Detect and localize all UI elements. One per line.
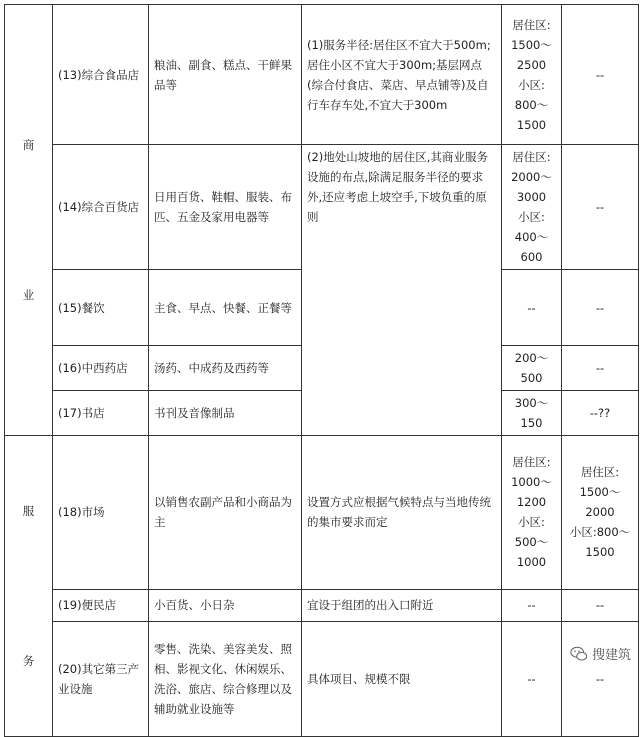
category-char: 商 (22, 138, 35, 152)
population-range: 300～150 (502, 391, 562, 436)
facility-name: (19)便民店 (53, 589, 149, 621)
facility-content: 以销售农副产品和小商品为主 (149, 436, 302, 590)
facility-content: 汤药、中成药及西药等 (149, 346, 302, 391)
population-range: 200～500 (502, 346, 562, 391)
population-range: 居住区: 1000～ 1200 小区: 500～ 1000 (502, 436, 562, 590)
extra-range: -- (562, 346, 639, 391)
facility-note: 设置方式应根据气候特点与当地传统的集市要求而定 (302, 436, 502, 590)
facility-content: 主食、早点、快餐、正餐等 (149, 270, 302, 346)
watermark (570, 644, 631, 663)
facility-content: 零售、洗染、美容美发、照相、影视文化、休闲娱乐、洗浴、旅店、综合修理以及辅助就业设施等 (149, 622, 302, 737)
category-cell (5, 436, 53, 737)
facility-name: (17)书店 (53, 391, 149, 436)
table-row (5, 5, 639, 145)
facility-table (4, 4, 639, 737)
table-row (5, 589, 639, 621)
facility-content: 日用百货、鞋帽、服装、布匹、五金及家用电器等 (149, 145, 302, 270)
population-range: -- (502, 622, 562, 737)
table-row (5, 622, 639, 737)
category-cell (5, 5, 53, 436)
facility-content: 书刊及音像制品 (149, 391, 302, 436)
extra-range: -- (562, 270, 639, 346)
facility-name: (14)综合百货店 (53, 145, 149, 270)
population-range: 居住区: 1500～ 2500 小区: 800～ 1500 (502, 5, 562, 145)
category-char: 业 (22, 288, 35, 302)
category-char: 务 (22, 654, 35, 668)
facility-name: (16)中西药店 (53, 346, 149, 391)
extra-range: -- (562, 5, 639, 145)
population-range: 居住区: 2000～ 3000 小区: 400～600 (502, 145, 562, 270)
extra-range: -- (562, 622, 639, 737)
category-char: 服 (22, 504, 35, 518)
population-range: -- (502, 589, 562, 621)
population-range: -- (502, 270, 562, 346)
facility-note: 宜设于组团的出入口附近 (302, 589, 502, 621)
watermark-text: 搜建筑 (591, 648, 631, 663)
extra-range: -- (562, 145, 639, 270)
note-service-radius: (1)服务半径:居住区不宜大于500m;居住小区不宜大于300m;基层网点(综合付食店、菜店、早点铺等)及自行车存车处,不宜大于300m (302, 5, 502, 145)
wechat-icon (570, 645, 588, 663)
extra-range: 居住区: 1500～2000 小区:800～ 1500 (562, 436, 639, 590)
facility-note: 具体项目、规模不限 (302, 622, 502, 737)
facility-name: (15)餐饮 (53, 270, 149, 346)
facility-content: 粮油、副食、糕点、干鲜果品等 (149, 5, 302, 145)
extra-range: --?? (562, 391, 639, 436)
note-slope: (2)地处山坡地的居住区,其商业服务设施的布点,除满足服务半径的要求外,还应考虑上坡空手,下坡负重的原则 (302, 145, 502, 436)
facility-name: (20)其它第三产业设施 (53, 622, 149, 737)
facility-content: 小百货、小日杂 (149, 589, 302, 621)
table-row (5, 436, 639, 590)
facility-name: (13)综合食品店 (53, 5, 149, 145)
facility-name: (18)市场 (53, 436, 149, 590)
table-row (5, 145, 639, 270)
extra-range: -- (562, 589, 639, 621)
